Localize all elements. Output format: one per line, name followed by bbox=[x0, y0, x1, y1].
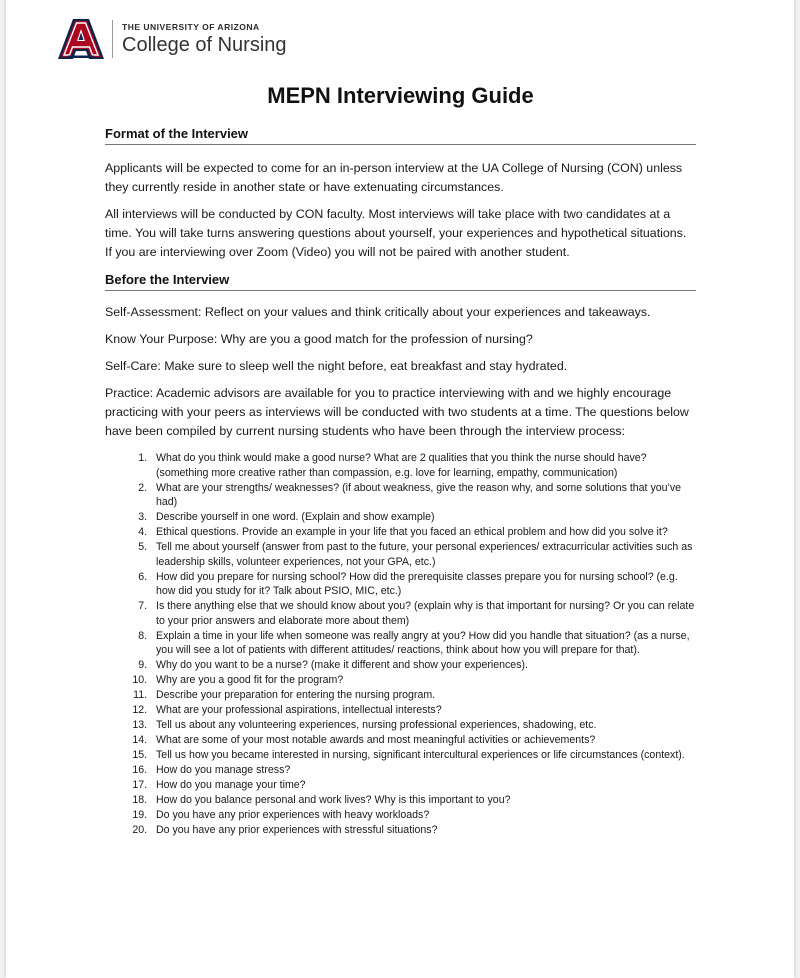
list-item: 1. What do you think would make a good nurse? What are 2 qualities that you think the nurse should have? (something more creative rather than compassion, e.g. love for learning, empathy, communication) bbox=[150, 451, 696, 480]
list-item: 15. Tell us how you became interested in nursing, significant intercultural experiences or life circumstances (context). bbox=[150, 748, 696, 763]
list-item: 11. Describe your preparation for entering the nursing program. bbox=[150, 688, 696, 703]
university-a-logo bbox=[56, 17, 106, 61]
paragraph: Self-Assessment: Reflect on your values and think critically about your experiences and takeaways. bbox=[105, 305, 651, 319]
list-item: 8. Explain a time in your life when someone was really angry at you? How did you handle that situation? (as a nurse, you will see a lot of patients with different attitudes/ reactions, think about how you will prepare for that). bbox=[150, 629, 696, 658]
question-list bbox=[105, 451, 696, 838]
list-item: 16. How do you manage stress? bbox=[150, 763, 696, 778]
paragraph: All interviews will be conducted by CON faculty. Most interviews will take place with two candidates at a time. You will take turns answering questions about yourself, your experiences and hypothetical situations. If you are interviewing over Zoom (Video) you will not be paired with another student. bbox=[105, 207, 687, 259]
list-item: 3. Describe yourself in one word. (Explain and show example) bbox=[150, 510, 696, 525]
college-name: College of Nursing bbox=[122, 33, 287, 56]
list-item: 7. Is there anything else that we should know about you? (explain why is that important for nursing? Or you can relate to your prior answers and elaborate more about them) bbox=[150, 599, 696, 628]
list-item: 12. What are your professional aspirations, intellectual interests? bbox=[150, 703, 696, 718]
document-page bbox=[6, 0, 794, 978]
letterhead-divider bbox=[112, 20, 113, 58]
list-item: 5. Tell me about yourself (answer from past to the future, your personal experiences/ extracurricular activities such as leadership skills, volunteer experiences, not your GPA, etc.) bbox=[150, 540, 696, 569]
list-item: 13. Tell us about any volunteering experiences, nursing professional experiences, shadowing, etc. bbox=[150, 718, 696, 733]
paragraph: Applicants will be expected to come for an in-person interview at the UA College of Nursing (CON) unless they currently reside in another state or have extenuating circumstances. bbox=[105, 161, 683, 194]
document-title: MEPN Interviewing Guide bbox=[267, 83, 534, 108]
section-heading-before: Before the Interview bbox=[105, 272, 696, 291]
list-item: 10. Why are you a good fit for the program? bbox=[150, 673, 696, 688]
letterhead bbox=[56, 14, 287, 64]
letterhead-text bbox=[122, 22, 287, 57]
paragraph: Know Your Purpose: Why are you a good match for the profession of nursing? bbox=[105, 332, 533, 346]
list-item: 4. Ethical questions. Provide an example in your life that you faced an ethical problem and how did you solve it? bbox=[150, 525, 696, 540]
list-item: 18. How do you balance personal and work lives? Why is this important to you? bbox=[150, 793, 696, 808]
list-item: 14. What are some of your most notable awards and most meaningful activities or achievements? bbox=[150, 733, 696, 748]
list-item: 17. How do you manage your time? bbox=[150, 778, 696, 793]
list-item: 2. What are your strengths/ weaknesses? (if about weakness, give the reason why, and some solutions that you’ve had) bbox=[150, 481, 696, 510]
paragraph: Practice: Academic advisors are available for you to practice interviewing with and we highly encourage practicing with your peers as interviews will be conducted with two students at a time. The questions below have been compiled by current nursing students who have been through the interview process: bbox=[105, 386, 689, 438]
university-name: THE UNIVERSITY OF ARIZONA bbox=[122, 21, 260, 32]
list-item: 19. Do you have any prior experiences with heavy workloads? bbox=[150, 808, 696, 823]
list-item: 6. How did you prepare for nursing school? How did the prerequisite classes prepare you for nursing school? (e.g. how did you study for it? Talk about PSIO, MIC, etc.) bbox=[150, 570, 696, 599]
section-heading-format: Format of the Interview bbox=[105, 126, 696, 145]
document-body bbox=[105, 82, 696, 838]
paragraph: Self-Care: Make sure to sleep well the night before, eat breakfast and stay hydrated. bbox=[105, 359, 568, 373]
list-item: 9. Why do you want to be a nurse? (make it different and show your experiences). bbox=[150, 658, 696, 673]
list-item: 20. Do you have any prior experiences with stressful situations? bbox=[150, 823, 696, 838]
